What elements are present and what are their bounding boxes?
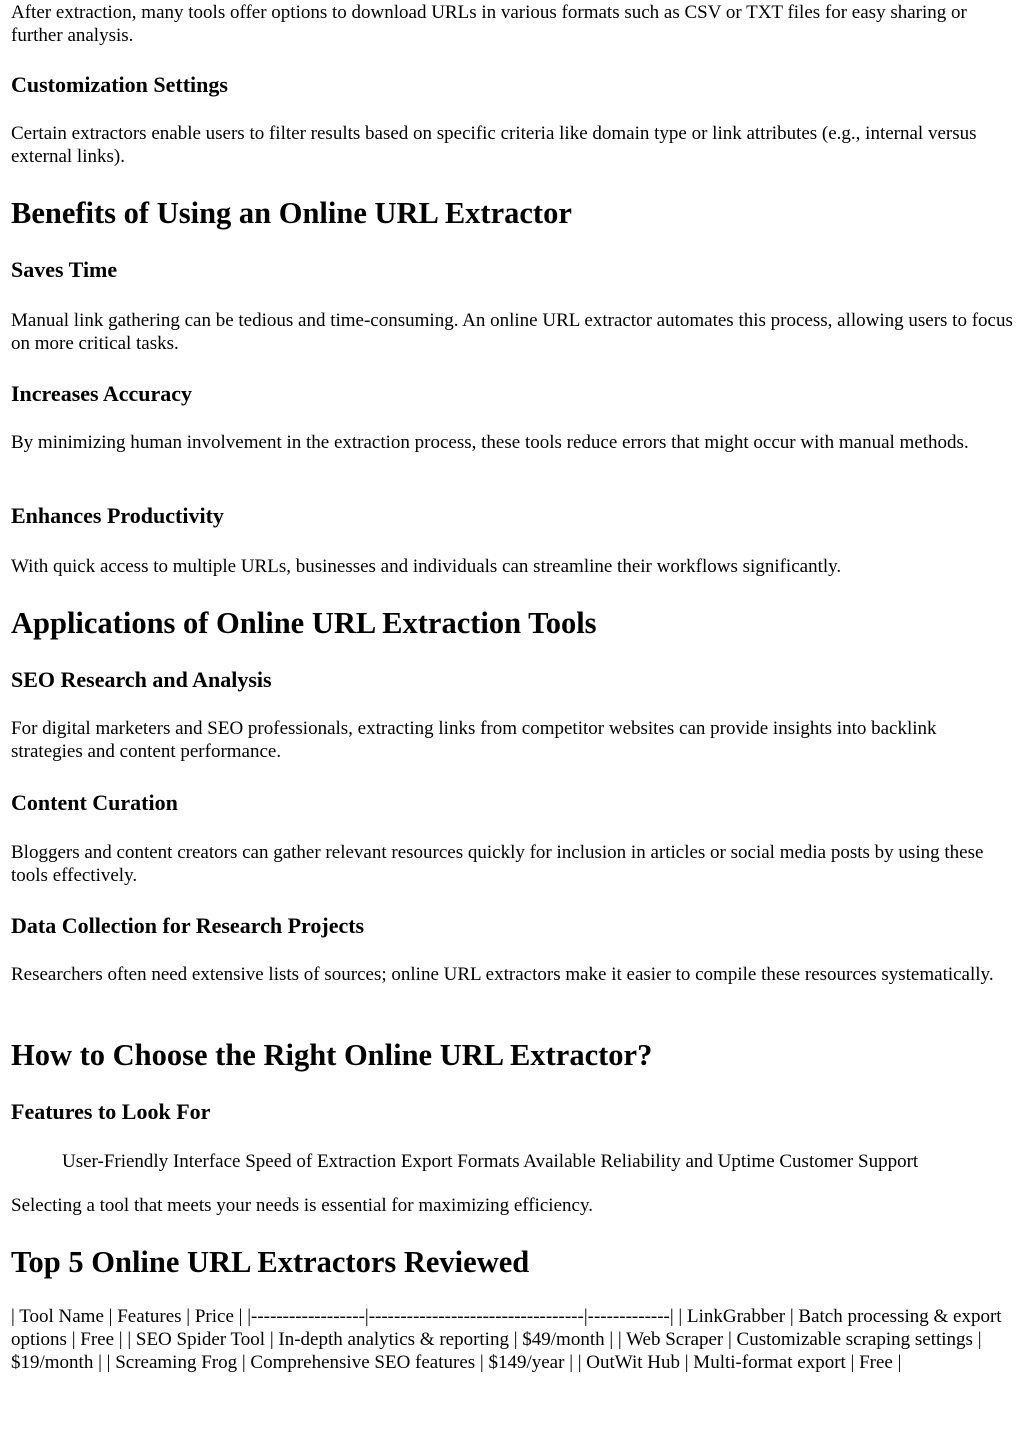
increases-accuracy-paragraph: By minimizing human involvement in the extraction process, these tools reduce errors that might occur with manual methods. bbox=[11, 432, 969, 453]
features-list: User-Friendly Interface Speed of Extraction Export Formats Available Reliability and Uptime Customer Support bbox=[62, 1151, 919, 1172]
content-curation-paragraph: Bloggers and content creators can gather relevant resources quickly for inclusion in articles or social media posts by using these tools effectively. bbox=[11, 842, 984, 886]
applications-heading: Applications of Online URL Extraction Tools bbox=[11, 606, 597, 640]
customization-settings-paragraph: Certain extractors enable users to filter results based on specific criteria like domain type or link attributes (e.g., internal versus external links). bbox=[11, 123, 977, 167]
seo-research-paragraph: For digital marketers and SEO professionals, extracting links from competitor websites can provide insights into backlink strategies and content performance. bbox=[11, 718, 937, 762]
customization-settings-heading: Customization Settings bbox=[11, 72, 228, 97]
choose-extractor-heading: How to Choose the Right Online URL Extractor? bbox=[11, 1038, 653, 1072]
enhances-productivity-heading: Enhances Productivity bbox=[11, 503, 224, 528]
saves-time-heading: Saves Time bbox=[11, 257, 118, 282]
data-collection-paragraph: Researchers often need extensive lists of sources; online URL extractors make it easier to compile these resources systematically. bbox=[11, 964, 994, 985]
data-collection-heading: Data Collection for Research Projects bbox=[11, 913, 365, 938]
saves-time-paragraph: Manual link gathering can be tedious and time-consuming. An online URL extractor automates this process, allowing users to focus on more critical tasks. bbox=[11, 310, 1013, 354]
seo-research-heading: SEO Research and Analysis bbox=[11, 667, 272, 692]
features-to-look-for-heading: Features to Look For bbox=[11, 1099, 211, 1124]
increases-accuracy-heading: Increases Accuracy bbox=[11, 381, 193, 406]
selecting-tool-paragraph: Selecting a tool that meets your needs is essential for maximizing efficiency. bbox=[11, 1195, 593, 1216]
top-5-heading: Top 5 Online URL Extractors Reviewed bbox=[11, 1245, 530, 1279]
content-curation-heading: Content Curation bbox=[11, 790, 178, 815]
export-options-paragraph: After extraction, many tools offer options to download URLs in various formats such as CSV or TXT files for easy sharing or further analysis. bbox=[11, 2, 967, 46]
benefits-heading: Benefits of Using an Online URL Extractor bbox=[11, 196, 572, 230]
tools-table-text: | Tool Name | Features | Price | |------------------|----------------------------------|-------------| | LinkGrabber | Batch processing & export options | Free | | SEO Spider Tool | In-depth analytics & reporting | $49/month | | Web Scraper | Customizable scraping settings | $19/month | | Screaming Frog | Comprehensive SEO features | $149/year | | OutWit Hub | Multi-format export | Free | bbox=[11, 1306, 1002, 1373]
enhances-productivity-paragraph: With quick access to multiple URLs, businesses and individuals can streamline their workflows significantly. bbox=[11, 556, 842, 577]
